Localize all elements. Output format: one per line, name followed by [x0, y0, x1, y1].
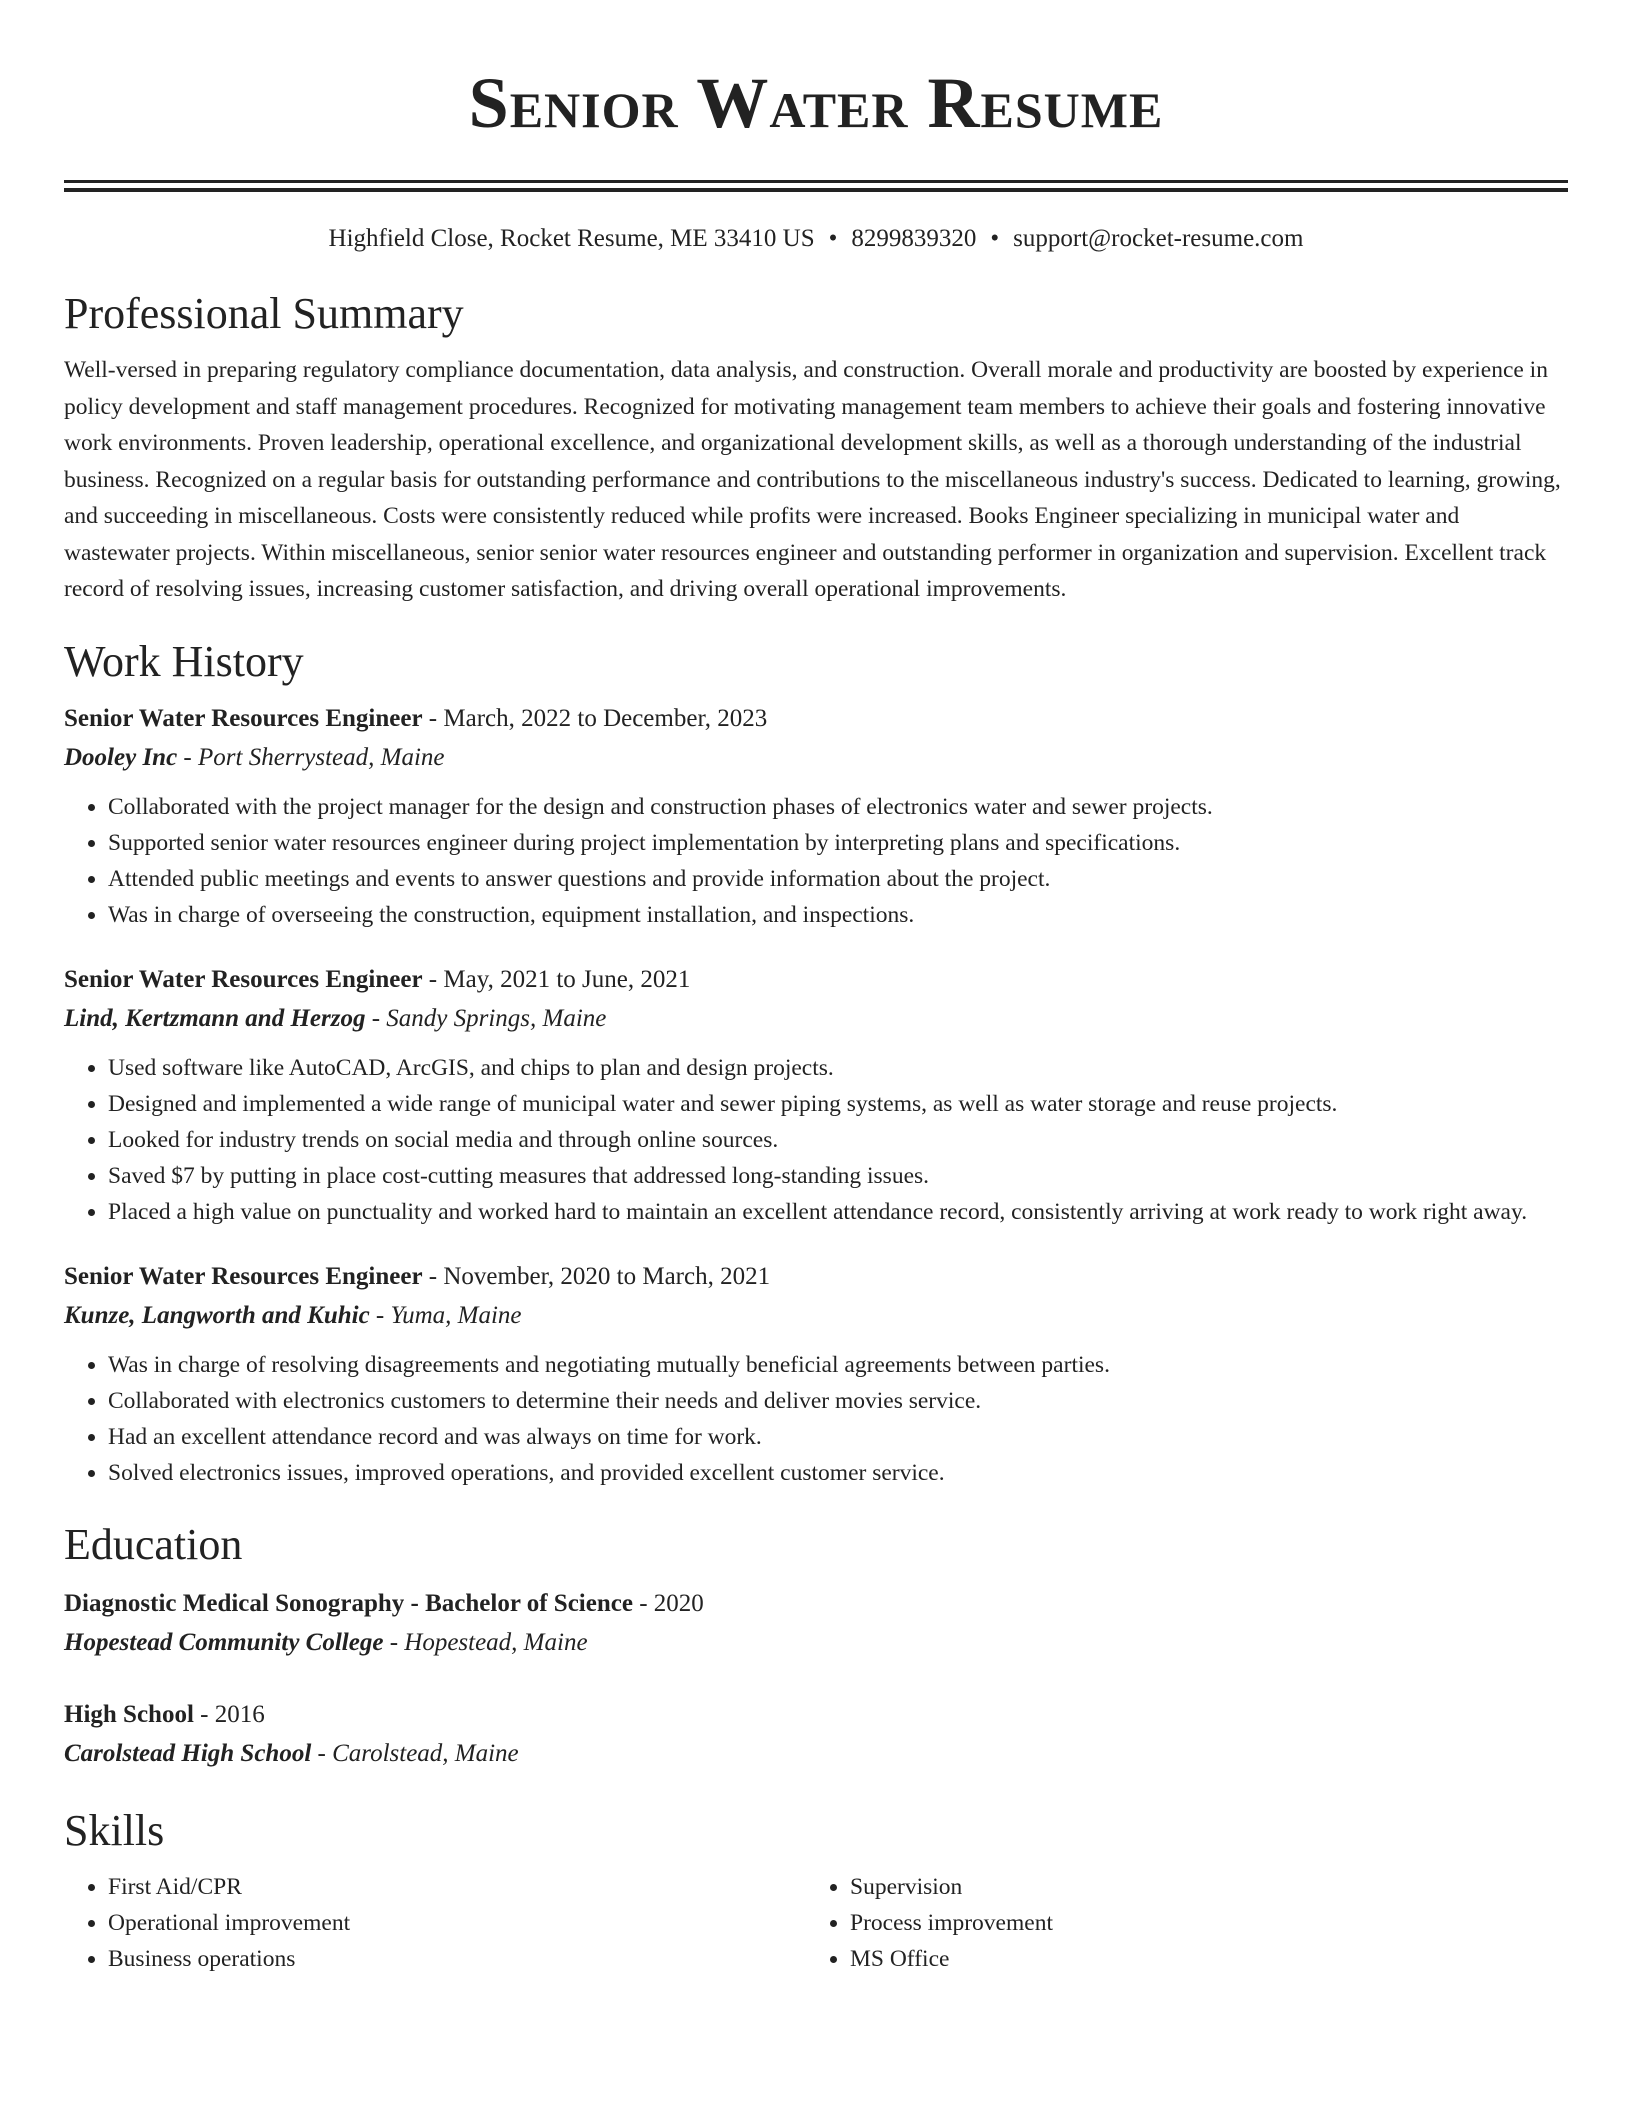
- contact-email: support@rocket-resume.com: [1013, 225, 1304, 252]
- contact-address: Highfield Close, Rocket Resume, ME 33410 US: [328, 225, 815, 252]
- job-bullet: • Solved electronics issues, improved operations, and provided excellent customer service.: [108, 1455, 1568, 1491]
- degree-name: High School: [64, 1700, 194, 1728]
- degree-line: [64, 1585, 1568, 1623]
- skills-grid: [64, 1869, 1568, 1977]
- job-bullet: • Placed a high value on punctuality and worked hard to maintain an excellent attendance record, consistently arriving at work ready to work right away.: [108, 1194, 1568, 1230]
- company-location: - Port Sherrystead, Maine: [177, 743, 445, 771]
- job-bullet: • Was in charge of resolving disagreements and negotiating mutually beneficial agreements between parties.: [108, 1347, 1568, 1383]
- job-dates: - May, 2021 to June, 2021: [422, 965, 691, 993]
- skill-item: • Business operations: [108, 1941, 806, 1977]
- contact-line: [64, 222, 1568, 256]
- job-title-line: [64, 961, 1568, 999]
- job-bullet: • Saved $7 by putting in place cost-cutting measures that addressed long-standing issues.: [108, 1158, 1568, 1194]
- work-history-heading: Work History: [64, 636, 304, 686]
- education-entry: [64, 1696, 1568, 1773]
- skill-item: • Process improvement: [850, 1905, 1548, 1941]
- job-bullet: • Designed and implemented a wide range of municipal water and sewer piping systems, as well as water storage and reuse projects.: [108, 1086, 1568, 1122]
- degree-line: [64, 1696, 1568, 1734]
- skill-item: • Supervision: [850, 1869, 1548, 1905]
- school-location: - Hopestead, Maine: [383, 1628, 588, 1656]
- skills-column-right: [806, 1869, 1548, 1977]
- degree-name: Diagnostic Medical Sonography - Bachelor of Science: [64, 1589, 633, 1617]
- company-name: Dooley Inc: [64, 743, 178, 771]
- skill-item: • MS Office: [850, 1941, 1548, 1977]
- contact-separator: •: [828, 225, 838, 252]
- contact-phone: 8299839320: [851, 225, 977, 252]
- job-title-line: [64, 1258, 1568, 1296]
- contact-separator: •: [990, 225, 1000, 252]
- title-divider: [64, 180, 1568, 192]
- job-bullet: • Looked for industry trends on social media and through online sources.: [108, 1122, 1568, 1158]
- summary-section: [64, 286, 1568, 608]
- school-name: Hopestead Community College: [64, 1628, 384, 1656]
- skill-item: • Operational improvement: [108, 1905, 806, 1941]
- job-entry: [64, 961, 1568, 1230]
- job-title: Senior Water Resources Engineer: [64, 1262, 423, 1290]
- company-name: Lind, Kertzmann and Herzog: [64, 1004, 366, 1032]
- job-bullet: • Supported senior water resources engineer during project implementation by interpreting plans and specifications.: [108, 825, 1568, 861]
- job-bullet: • Collaborated with electronics customers to determine their needs and deliver movies service.: [108, 1383, 1568, 1419]
- job-title: Senior Water Resources Engineer: [64, 704, 423, 732]
- education-entry: [64, 1585, 1568, 1662]
- job-dates: - March, 2022 to December, 2023: [422, 704, 768, 732]
- school-line: [64, 1735, 1568, 1773]
- education-section: [64, 1517, 1568, 1773]
- skill-item: • First Aid/CPR: [108, 1869, 806, 1905]
- skills-section: [64, 1803, 1568, 1977]
- company-location: - Yuma, Maine: [369, 1301, 522, 1329]
- job-bullets: [64, 1050, 1568, 1230]
- degree-year: - 2020: [632, 1589, 704, 1617]
- skills-heading: Skills: [64, 1805, 165, 1855]
- company-line: [64, 1000, 1568, 1038]
- school-location: - Carolstead, Maine: [311, 1739, 519, 1767]
- job-title-line: [64, 700, 1568, 738]
- job-bullet: • Attended public meetings and events to answer questions and provide information about the project.: [108, 861, 1568, 897]
- skills-column-left: [64, 1869, 806, 1977]
- degree-year: - 2016: [193, 1700, 265, 1728]
- summary-heading: Professional Summary: [64, 289, 464, 338]
- company-line: [64, 1297, 1568, 1335]
- job-bullets: [64, 1347, 1568, 1491]
- job-bullet: • Collaborated with the project manager for the design and construction phases of electronics water and sewer projects.: [108, 789, 1568, 825]
- summary-text: Well-versed in preparing regulatory compliance documentation, data analysis, and construction. Overall morale and productivity are boosted by experience in policy development and staff management procedures. Recognized for motivating management team members to achieve their goals and fostering innovative work environments. Proven leadership, operational excellence, and organizational development skills, as well as a thorough understanding of the industrial business. Recognized on a regular basis for outstanding performance and contributions to the miscellaneous industry's success. Dedicated to learning, growing, and succeeding in miscellaneous. Costs were consistently reduced while profits were increased. Books Engineer specializing in municipal water and wastewater projects. Within miscellaneous, senior senior water resources engineer and outstanding performer in organization and supervision. Excellent track record of resolving issues, increasing customer satisfaction, and driving overall operational improvements.: [64, 357, 1561, 602]
- school-line: [64, 1624, 1568, 1662]
- job-title: Senior Water Resources Engineer: [64, 965, 423, 993]
- school-name: Carolstead High School: [64, 1739, 312, 1767]
- company-line: [64, 739, 1568, 777]
- resume-title: Senior Water Resume: [468, 63, 1164, 143]
- job-entry: [64, 1258, 1568, 1491]
- job-bullet: • Was in charge of overseeing the construction, equipment installation, and inspections.: [108, 897, 1568, 933]
- work-history-section: [64, 634, 1568, 1491]
- job-dates: - November, 2020 to March, 2021: [422, 1262, 771, 1290]
- job-bullet: • Used software like AutoCAD, ArcGIS, and chips to plan and design projects.: [108, 1050, 1568, 1086]
- company-name: Kunze, Langworth and Kuhic: [64, 1301, 370, 1329]
- education-heading: Education: [64, 1519, 243, 1569]
- job-entry: [64, 700, 1568, 933]
- job-bullets: [64, 789, 1568, 933]
- job-bullet: • Had an excellent attendance record and was always on time for work.: [108, 1419, 1568, 1455]
- company-location: - Sandy Springs, Maine: [365, 1004, 607, 1032]
